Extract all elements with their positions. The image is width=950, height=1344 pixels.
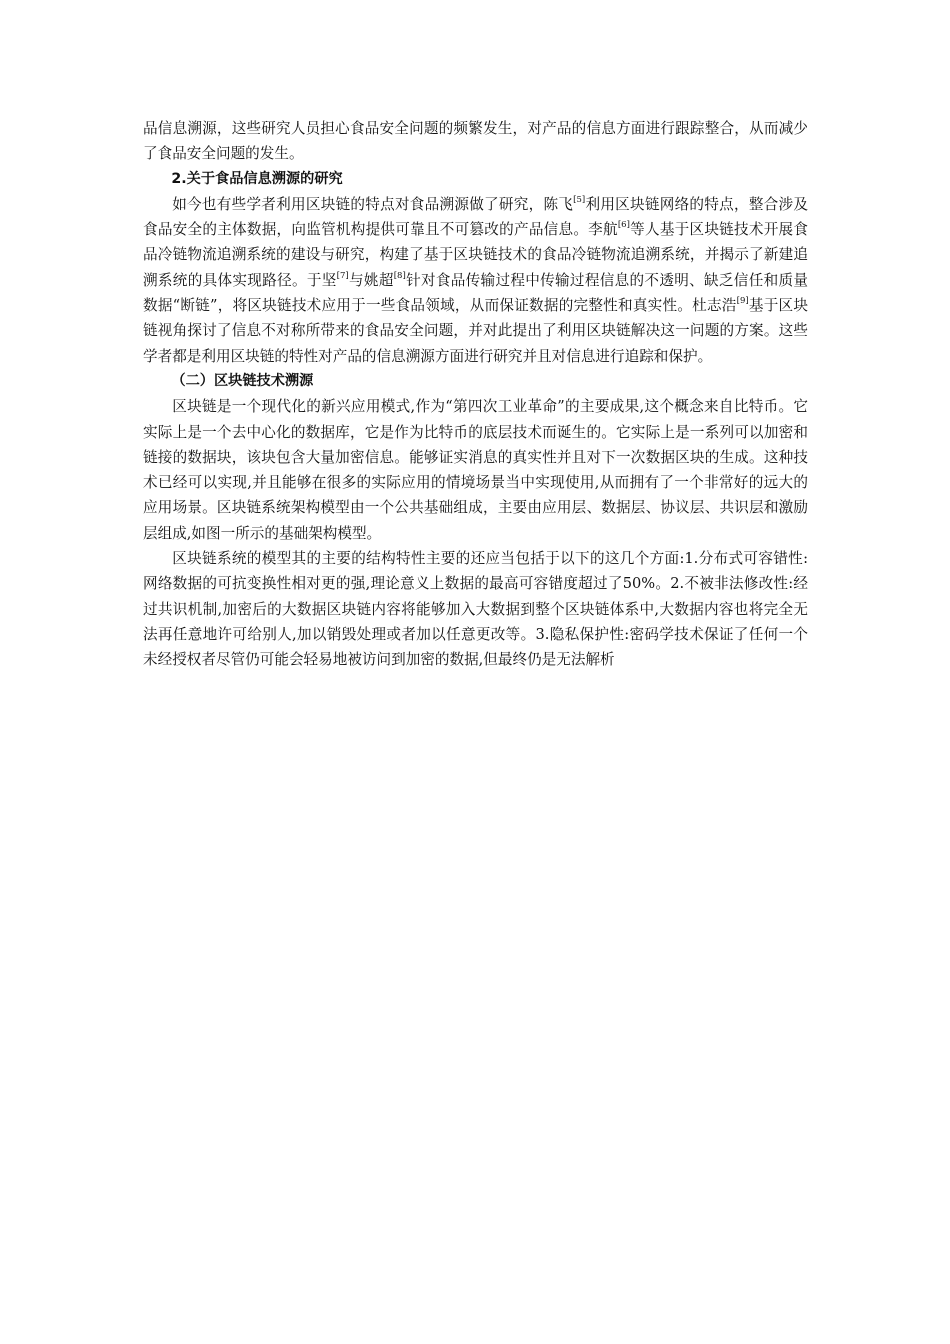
text-segment: 如今也有些学者利用区块链的特点对食品溯源做了研究，陈飞 [172,195,574,213]
text-segment: 与姚超 [348,271,394,289]
citation-ref: [7] [336,270,349,281]
paragraph-blockchain-features: 区块链系统的模型其的主要的结构特性主要的还应当包括于以下的这几个方面:1.分布式可容错性:网络数据的可抗变换性相对更的强,理论意义上数据的最高可容错度超过了50%。2.不被非法修改性:经过共识机制,加密后的大数据区块链内容将能够加入大数据到整个区块链体系中,大数据内容也将完全无法再任意地许可给别人,加以销毁处理或者加以任意更改等。3.隐私保护性:密码学技术保证了任何一个未经授权者尽管仍可能会轻易地被访问到加密的数据,但最终仍是无法解析 [143,550,808,669]
citation-ref: [5] [573,195,586,206]
paragraph-blockchain-intro: 区块链是一个现代化的新兴应用模式,作为“第四次工业革命”的主要成果,这个概念来自比特币。它实际上是一个去中心化的数据库，它是作为比特币的底层技术而诞生的。它实际上是一系列可以加密和链接的数据块，该块包含大量加密信息。能够证实消息的真实性并且对下一次数据区块的生成。这种技术已经可以实现,并且能够在很多的实际应用的情境场景当中实现使用,从而拥有了一个非常好的远大的应用场景。区块链系统架构模型由一个公共基础组成，主要由应用层、数据层、协议层、共识层和激励层组成,如图一所示的基础架构模型。 [143,398,809,542]
text-segment: 基于区块链视角探讨了信息不对称所带来的食品安全问题，并对此提出了利用区块链解决这一问题的方案。这些学者都是利用区块链的特性对产品的信息溯源方面进行研究并且对信息进行追踪和保护。 [143,297,808,365]
document-body [143,116,808,673]
citation-ref: [6] [617,220,630,231]
paragraph-continuation: 品信息溯源，这些研究人员担心食品安全问题的频繁发生，对产品的信息方面进行跟踪整合，从而减少了食品安全问题的发生。 [143,120,808,163]
text-segment: 利用区块链网络的特点，整合涉及食品安全的主体数据，向监管机构提供可靠且不可篡改的产品信息。李航 [143,195,808,239]
citation-ref: [9] [736,296,749,307]
citation-ref: [8] [393,270,406,281]
paragraph-literature-review [143,192,808,369]
text-segment: 针对食品传输过程中传输过程信息的不透明、缺乏信任和质量数据“断链”，将区块链技术应用于一些食品领域，从而保证数据的完整性和真实性。杜志浩 [143,271,808,315]
section-heading-blockchain-tracing: （二）区块链技术溯源 [171,372,314,389]
section-heading-food-tracing: 2.关于食品信息溯源的研究 [171,170,343,187]
text-segment: 等人基于区块链技术开展食品冷链物流追溯系统的建设与研究，构建了基于区块链技术的食品冷链物流追溯系统，并揭示了新建追溯系统的具体实现路径。于坚 [143,221,808,289]
